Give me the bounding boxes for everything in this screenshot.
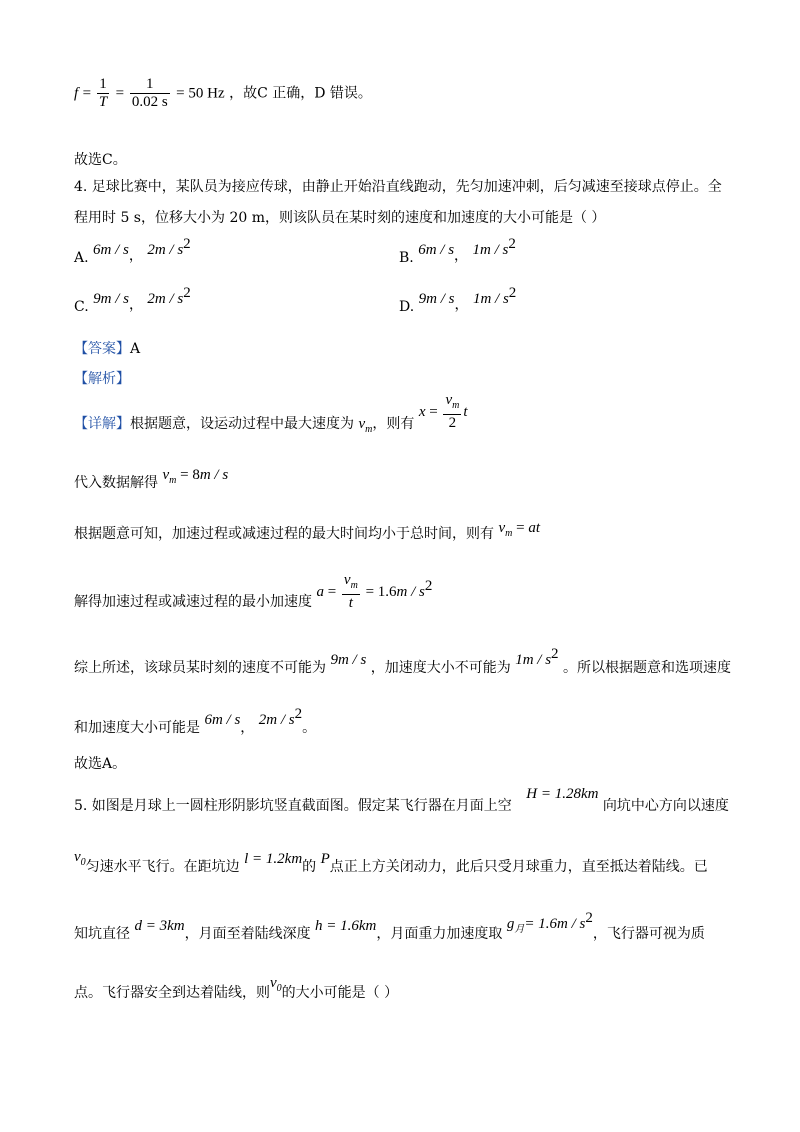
conclusion-a: 故选A。 — [74, 756, 127, 772]
formula-f-lhs: f — [74, 85, 79, 102]
q5-line2: $v_0$匀速水平飞行。在距坑边 l = 1.2km的 P点正上方关闭动力，此后只受月球重力，直至抵达着陆线。已 — [74, 849, 708, 875]
answer-line — [74, 339, 140, 359]
q4-option-b[interactable]: B. 6m / s， $1m / s^2$ — [399, 236, 516, 266]
q4-line1: 4. 足球比赛中，某队员为接应传球，由静止开始沿直线跑动，先匀加速冲刺，后匀减速至接球点停止。全 — [74, 179, 722, 195]
q4-option-a[interactable]: A. 6m / s， $2m / s^2$ — [74, 236, 191, 266]
answer-tag: 【答案】 — [74, 341, 130, 357]
detail-line1: 【详解】根据题意，设运动过程中最大速度为 $v_m$，则有 x = $\frac{v_m}{2}$ t — [74, 392, 468, 435]
detail-line5: 综上所述，该球员某时刻的速度不可能为 9m / s ，加速度大小不可能为 $1m / s^2$ 。所以根据题意和选项速度 — [74, 646, 731, 676]
q5-line4: 点。飞行器安全到达着陆线，则$v_0$的大小可能是（ ） — [74, 975, 399, 1001]
fraction-1-over-T: $\frac{1}{T}$ — [98, 76, 108, 110]
detail-line6: 和加速度大小可能是 6m / s， $2m / s^2$。 — [74, 706, 317, 736]
conclusion-c: 故选C。 — [74, 152, 127, 168]
detail-line3: 根据题意可知，加速过程或减速过程的最大时间均小于总时间，则有 $v_m$ = at — [74, 520, 540, 542]
q4-option-d[interactable]: D. 9m / s， $1m / s^2$ — [399, 285, 517, 315]
fraction-1-over-002s: $\frac{1}{0.02 s}$ — [131, 76, 168, 110]
q5-line3: 知坑直径 d = 3km，月面至着陆线深度 h = 1.6km，月面重力加速度取 $g_月= 1.6m / s^2$，飞行器可视为质 — [74, 910, 705, 942]
analysis-tag: 【解析】 — [74, 371, 130, 387]
q5-line1: 5. 如图是月球上一圆柱形阴影坑竖直截面图。假定某飞行器在月面上空 H = 1.28km 向坑中心方向以速度 — [74, 786, 729, 814]
answer-value: A — [130, 341, 141, 357]
detail-line2: 代入数据解得 $v_m = 8m / s$ — [74, 467, 229, 491]
q4-line2: 程用时 5 s，位移大小为 20 m，则该队员在某时刻的速度和加速度的大小可能是（ ） — [74, 210, 606, 226]
detail-line4: 解得加速过程或减速过程的最小加速度 a = $\frac{v_m}{t}$ = $1.6m / s^2$ — [74, 572, 433, 611]
formula-f-suffix: ，故C 正确，D 错误。 — [229, 85, 372, 102]
formula-f-result: 50 Hz — [188, 85, 225, 102]
frequency-formula-line: f = $\frac{1}{T}$ = $\frac{1}{0.02 s}$ = 50 Hz ，故C 正确，D 错误。 — [74, 76, 372, 110]
q4-option-c[interactable]: C. 9m / s， $2m / s^2$ — [74, 285, 191, 315]
